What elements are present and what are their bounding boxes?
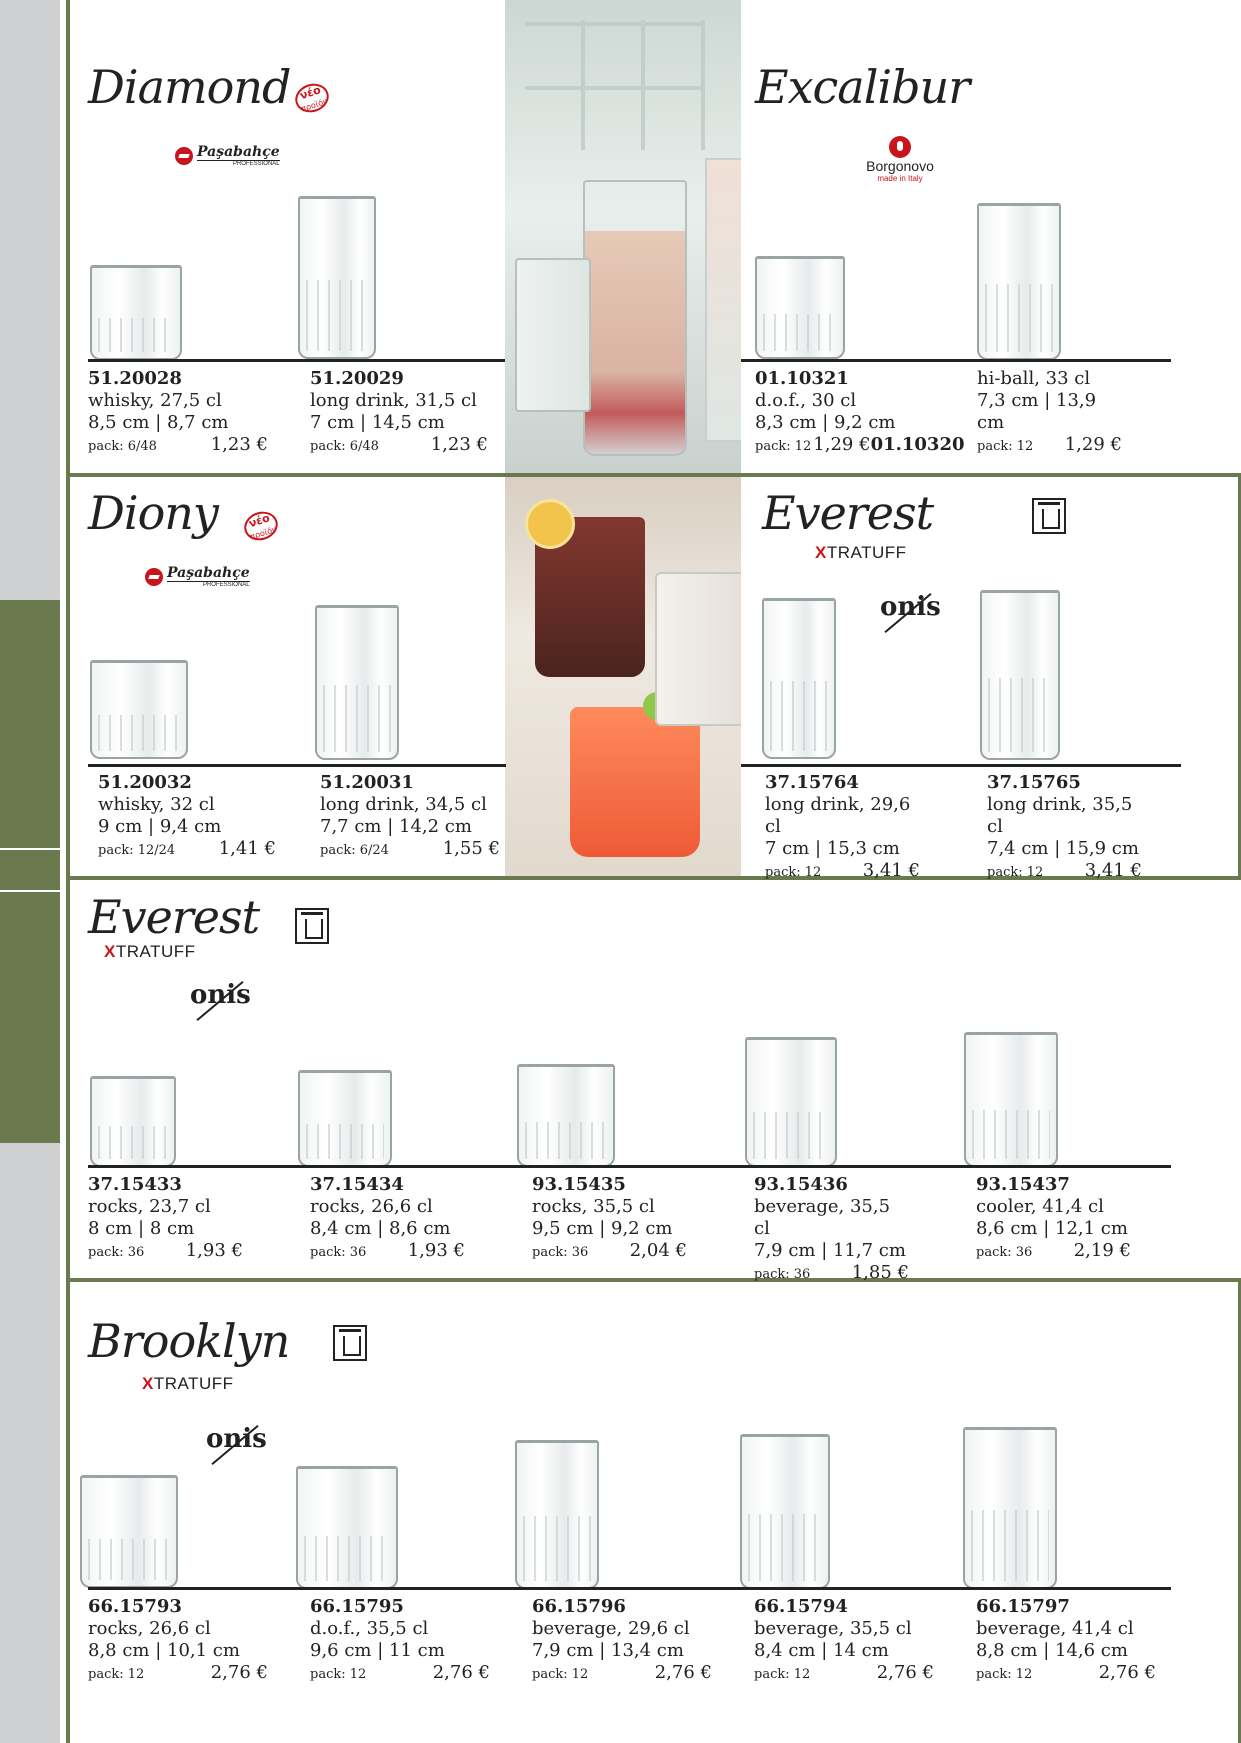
product-pack: pack: 12 bbox=[310, 1667, 367, 1682]
product-dimensions: 7,9 cm | 13,4 cm bbox=[532, 1640, 684, 1661]
product-code: 51.20031 bbox=[320, 772, 414, 793]
product-code: 37.15433 bbox=[88, 1174, 182, 1195]
product-dimensions: 7,7 cm | 14,2 cm bbox=[320, 816, 472, 837]
product-price: 3,41 € bbox=[1084, 860, 1142, 881]
product-dimensions: 7 cm | 15,3 cm bbox=[765, 838, 900, 859]
glass-image bbox=[964, 1032, 1058, 1167]
product-dimensions: 7,4 cm | 15,9 cm bbox=[987, 838, 1139, 859]
product-code: 37.15434 bbox=[310, 1174, 404, 1195]
product-dimensions: 7,3 cm | 13,9 cm bbox=[977, 390, 1097, 433]
new-product-badge bbox=[241, 507, 282, 544]
product-pack: pack: 36 bbox=[976, 1245, 1033, 1260]
empty-glass bbox=[655, 572, 741, 726]
product-info bbox=[532, 1596, 712, 1686]
product-code: 66.15794 bbox=[754, 1596, 848, 1617]
drink-glass bbox=[583, 180, 687, 456]
product-price: 1,55 € bbox=[442, 838, 500, 859]
pasabahce-mark-icon bbox=[175, 147, 193, 165]
product-pack: pack: 12 bbox=[987, 865, 1044, 880]
product-name: whisky, 32 cl bbox=[98, 794, 215, 815]
glass-image bbox=[298, 196, 376, 359]
left-margin-divider bbox=[0, 848, 68, 850]
xtratuff-x: X bbox=[142, 1374, 154, 1393]
product-name: d.o.f., 30 cl bbox=[755, 390, 857, 411]
product-code: 93.15435 bbox=[532, 1174, 626, 1195]
brand-name: Paşabahçe bbox=[197, 144, 280, 160]
product-name: cooler, 41,4 cl bbox=[976, 1196, 1104, 1217]
glass-image bbox=[755, 256, 845, 359]
product-code: 66.15793 bbox=[88, 1596, 182, 1617]
product-name: long drink, 31,5 cl bbox=[310, 390, 477, 411]
glass-image bbox=[745, 1037, 837, 1167]
badge-line1: νέο bbox=[247, 511, 272, 531]
wine-glass bbox=[705, 158, 741, 442]
product-baseline bbox=[88, 764, 506, 767]
product-price: 1,41 € bbox=[218, 838, 276, 859]
product-pack: pack: 6/48 bbox=[310, 439, 379, 454]
glass-image bbox=[315, 605, 399, 760]
section-title-diamond: Diamond bbox=[88, 60, 291, 114]
product-dimensions: 8,4 cm | 8,6 cm bbox=[310, 1218, 451, 1239]
brand-name: TRATUFF bbox=[153, 1374, 234, 1393]
product-dimensions: 8,8 cm | 14,6 cm bbox=[976, 1640, 1128, 1661]
product-dimensions: 8 cm | 8 cm bbox=[88, 1218, 195, 1239]
product-code: 51.20029 bbox=[310, 368, 404, 389]
product-price: 1,29 € bbox=[1064, 434, 1122, 455]
product-pack: pack: 12 bbox=[765, 865, 822, 880]
glass-image bbox=[515, 1440, 599, 1589]
glass-image bbox=[740, 1434, 830, 1589]
badge-line2: προϊόν bbox=[249, 524, 278, 542]
section-title-diony: Diony bbox=[88, 486, 218, 540]
product-name: beverage, 35,5 cl bbox=[754, 1196, 891, 1239]
product-pack: pack: 6/48 bbox=[88, 439, 157, 454]
product-price: 1,29 € bbox=[813, 434, 871, 455]
product-code: 93.15437 bbox=[976, 1174, 1070, 1195]
product-name: long drink, 29,6 cl bbox=[765, 794, 911, 837]
product-pack: pack: 12 bbox=[977, 439, 1034, 454]
product-code: 51.20032 bbox=[98, 772, 192, 793]
product-pack: pack: 36 bbox=[754, 1267, 811, 1282]
glass-image bbox=[762, 598, 836, 759]
product-code: 51.20028 bbox=[88, 368, 182, 389]
brand-name: TRATUFF bbox=[115, 942, 196, 961]
product-pack: pack: 12 bbox=[532, 1667, 589, 1682]
product-info bbox=[755, 368, 965, 458]
brand-subtitle: PROFESSIONAL bbox=[232, 161, 280, 167]
product-name: rocks, 23,7 cl bbox=[88, 1196, 211, 1217]
glass-image bbox=[298, 1070, 392, 1167]
product-baseline bbox=[88, 359, 506, 362]
product-info bbox=[310, 368, 488, 458]
product-dimensions: 9,5 cm | 9,2 cm bbox=[532, 1218, 673, 1239]
product-name: hi-ball, 33 cl bbox=[977, 368, 1091, 389]
product-dimensions: 8,5 cm | 8,7 cm bbox=[88, 412, 229, 433]
stackable-icon bbox=[333, 1325, 367, 1361]
product-name: d.o.f., 35,5 cl bbox=[310, 1618, 429, 1639]
product-info bbox=[987, 772, 1142, 884]
section-title-everest: Everest bbox=[762, 486, 934, 540]
left-margin-divider bbox=[0, 890, 68, 892]
glass-image bbox=[90, 660, 188, 759]
lifestyle-photo bbox=[505, 0, 741, 473]
product-price: 2,76 € bbox=[1098, 1662, 1156, 1683]
xtratuff-x: X bbox=[104, 942, 116, 961]
product-name: rocks, 35,5 cl bbox=[532, 1196, 655, 1217]
left-margin-green-tab bbox=[0, 600, 60, 1143]
new-product-badge bbox=[292, 79, 333, 116]
product-price: 2,76 € bbox=[876, 1662, 934, 1683]
product-code: 66.15796 bbox=[532, 1596, 626, 1617]
product-baseline bbox=[741, 359, 1171, 362]
product-price: 2,04 € bbox=[629, 1240, 687, 1261]
product-code-alt: 01.10320 bbox=[870, 434, 965, 455]
brand-subtitle: made in Italy bbox=[877, 174, 923, 183]
stackable-icon bbox=[1032, 498, 1066, 534]
product-info bbox=[310, 1174, 465, 1264]
section-title-excalibur: Excalibur bbox=[755, 60, 970, 114]
product-pack: pack: 36 bbox=[532, 1245, 589, 1260]
product-name: rocks, 26,6 cl bbox=[88, 1618, 211, 1639]
product-dimensions: 8,6 cm | 12,1 cm bbox=[976, 1218, 1128, 1239]
product-info bbox=[88, 1596, 268, 1686]
xtratuff-logo bbox=[815, 543, 907, 563]
product-dimensions: 8,3 cm | 9,2 cm bbox=[755, 412, 896, 433]
product-price: 2,76 € bbox=[210, 1662, 268, 1683]
product-dimensions: 8,4 cm | 14 cm bbox=[754, 1640, 889, 1661]
product-pack: pack: 6/24 bbox=[320, 843, 389, 858]
brand-name: Borgonovo bbox=[866, 158, 934, 174]
product-name: long drink, 35,5 cl bbox=[987, 794, 1133, 837]
product-info bbox=[977, 368, 1122, 458]
pasabahce-logo bbox=[145, 565, 250, 588]
product-code: 66.15797 bbox=[976, 1596, 1070, 1617]
product-baseline bbox=[88, 1165, 1171, 1168]
product-price: 1,23 € bbox=[430, 434, 488, 455]
product-price: 1,85 € bbox=[851, 1262, 909, 1283]
product-pack: pack: 12 bbox=[88, 1667, 145, 1682]
product-info bbox=[976, 1174, 1131, 1264]
product-info bbox=[532, 1174, 687, 1264]
section-divider bbox=[66, 1278, 1241, 1282]
product-info bbox=[976, 1596, 1156, 1686]
product-pack: pack: 36 bbox=[88, 1245, 145, 1260]
glass-image bbox=[963, 1427, 1057, 1589]
product-pack: pack: 12 bbox=[754, 1667, 811, 1682]
glass-image bbox=[980, 590, 1060, 760]
section-title-everest: Everest bbox=[88, 890, 260, 944]
glass-image bbox=[296, 1466, 398, 1589]
window-background bbox=[525, 20, 705, 150]
product-code: 37.15765 bbox=[987, 772, 1081, 793]
product-baseline bbox=[88, 1587, 1171, 1590]
product-code: 66.15795 bbox=[310, 1596, 404, 1617]
onis-logo: onis bbox=[880, 592, 941, 622]
juice-glass bbox=[570, 707, 700, 857]
product-dimensions: 8,8 cm | 10,1 cm bbox=[88, 1640, 240, 1661]
glass-image bbox=[977, 203, 1061, 360]
product-price: 2,19 € bbox=[1073, 1240, 1131, 1261]
product-pack: pack: 12/24 bbox=[98, 843, 176, 858]
product-pack: pack: 12 bbox=[755, 439, 812, 454]
product-name: beverage, 29,6 cl bbox=[532, 1618, 690, 1639]
glass-image bbox=[90, 1076, 176, 1167]
lifestyle-photo bbox=[505, 477, 741, 876]
onis-logo: onis bbox=[206, 1424, 267, 1454]
product-name: whisky, 27,5 cl bbox=[88, 390, 222, 411]
glass-image bbox=[80, 1475, 178, 1588]
product-dimensions: 9,6 cm | 11 cm bbox=[310, 1640, 445, 1661]
borgonovo-mark-icon bbox=[889, 136, 911, 158]
section-title-brooklyn: Brooklyn bbox=[88, 1314, 290, 1368]
product-code: 93.15436 bbox=[754, 1174, 848, 1195]
lemon-slice bbox=[525, 499, 575, 549]
product-info bbox=[754, 1174, 909, 1286]
product-name: rocks, 26,6 cl bbox=[310, 1196, 433, 1217]
product-pack: pack: 12 bbox=[976, 1667, 1033, 1682]
product-name: beverage, 35,5 cl bbox=[754, 1618, 912, 1639]
product-price: 2,76 € bbox=[654, 1662, 712, 1683]
badge-line2: προϊόν bbox=[300, 96, 329, 114]
badge-line1: νέο bbox=[298, 83, 323, 103]
product-price: 2,76 € bbox=[432, 1662, 490, 1683]
product-name: beverage, 41,4 cl bbox=[976, 1618, 1134, 1639]
pasabahce-logo bbox=[175, 144, 280, 167]
brand-name: TRATUFF bbox=[826, 543, 907, 562]
product-code: 01.10321 bbox=[755, 368, 849, 389]
product-info bbox=[310, 1596, 490, 1686]
brand-subtitle: PROFESSIONAL bbox=[202, 582, 250, 588]
product-baseline bbox=[741, 764, 1181, 767]
xtratuff-logo bbox=[142, 1374, 234, 1394]
brand-name: Paşabahçe bbox=[167, 565, 250, 581]
stackable-icon bbox=[295, 908, 329, 944]
product-price: 1,93 € bbox=[407, 1240, 465, 1261]
product-dimensions: 7,9 cm | 11,7 cm bbox=[754, 1240, 906, 1261]
product-price: 1,93 € bbox=[185, 1240, 243, 1261]
page-left-rule bbox=[66, 0, 70, 1743]
onis-logo: onis bbox=[190, 980, 251, 1010]
product-info bbox=[765, 772, 920, 884]
product-info bbox=[320, 772, 500, 862]
product-price: 1,23 € bbox=[210, 434, 268, 455]
empty-glass bbox=[515, 258, 591, 412]
borgonovo-logo bbox=[860, 136, 940, 183]
product-dimensions: 7 cm | 14,5 cm bbox=[310, 412, 445, 433]
product-pack: pack: 36 bbox=[310, 1245, 367, 1260]
product-info bbox=[88, 368, 268, 458]
product-name: long drink, 34,5 cl bbox=[320, 794, 487, 815]
glass-image bbox=[517, 1064, 615, 1167]
product-info bbox=[88, 1174, 243, 1264]
product-info bbox=[98, 772, 276, 862]
product-info bbox=[754, 1596, 934, 1686]
xtratuff-logo bbox=[104, 942, 196, 962]
product-price: 3,41 € bbox=[862, 860, 920, 881]
product-dimensions: 9 cm | 9,4 cm bbox=[98, 816, 222, 837]
xtratuff-x: X bbox=[815, 543, 827, 562]
glass-image bbox=[90, 265, 182, 360]
pasabahce-mark-icon bbox=[145, 568, 163, 586]
product-code: 37.15764 bbox=[765, 772, 859, 793]
